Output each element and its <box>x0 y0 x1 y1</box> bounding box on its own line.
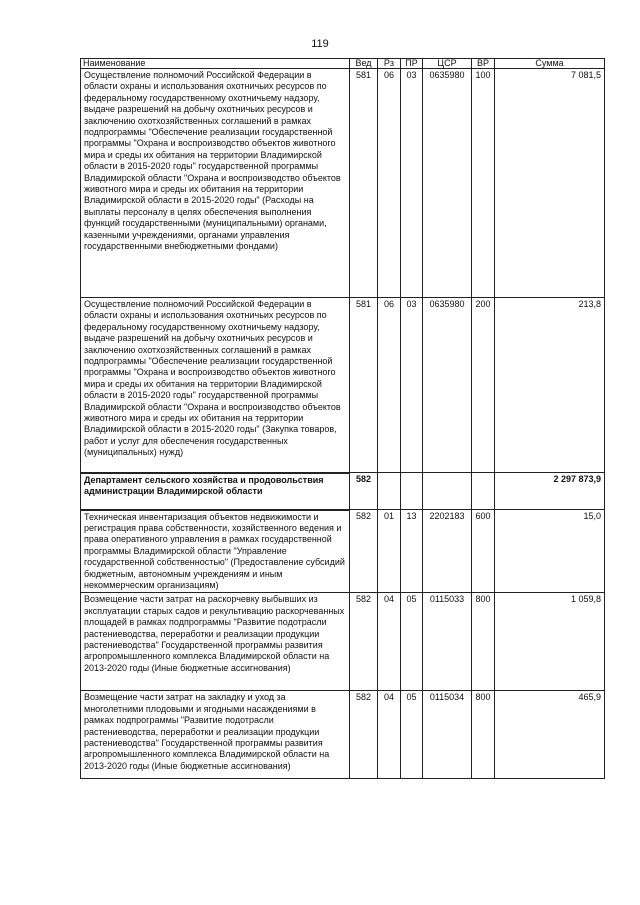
row-name: Возмещение части затрат на закладку и уход за многолетними плодовыми и ягодными насаждениями в рамках подпрограммы "Развитие подотрасли растениеводства, переработки и реализации продукции растениеводства" Государственной программы развития агропромышленного комплекса Владимирской области на 2013-2020 годы (Иные бюджетные ассигнования) <box>81 691 350 779</box>
row-pr: 05 <box>401 593 423 691</box>
row-pr: 03 <box>401 298 423 473</box>
row-vr <box>472 473 495 510</box>
row-vr: 800 <box>472 593 495 691</box>
row-name: Техническая инвентаризация объектов недвижимости и регистрация права собственности, хозяйственного ведения и права оперативного управления в рамках государственной программы Владимирской области "Управление государственной собственностью" (Предоставление субсидий бюджетным, автономным учреждениям и иным некоммерческим организациям) <box>81 510 350 593</box>
table-row <box>81 593 605 691</box>
header-csr: ЦСР <box>423 59 472 69</box>
table-row <box>81 691 605 779</box>
row-vr: 200 <box>472 298 495 473</box>
table-row <box>81 298 605 473</box>
row-sum: 15,0 <box>495 510 605 593</box>
row-pr <box>401 473 423 510</box>
row-vr: 100 <box>472 69 495 298</box>
row-sum: 213,8 <box>495 298 605 473</box>
page-number: 119 <box>311 38 329 50</box>
row-pr: 03 <box>401 69 423 298</box>
row-csr: 0115034 <box>423 691 472 779</box>
header-rz: Рз <box>378 59 401 69</box>
row-ved: 581 <box>350 69 378 298</box>
row-rz: 04 <box>378 593 401 691</box>
row-csr: 0115033 <box>423 593 472 691</box>
header-vr: ВР <box>472 59 495 69</box>
row-rz: 06 <box>378 69 401 298</box>
table-header-row <box>81 59 605 69</box>
row-name: Возмещение части затрат на раскорчевку выбывших из эксплуатации старых садов и рекультивацию раскорчеванных площадей в рамках подпрограммы "Развитие подотрасли растениеводства, переработки и реализации продукции растениеводства" Государственной программы развития агропромышленного комплекса Владимирской области на 2013-2020 годы (Иные бюджетные ассигнования) <box>81 593 350 691</box>
row-ved: 582 <box>350 691 378 779</box>
row-rz: 04 <box>378 691 401 779</box>
row-name: Осуществление полномочий Российской Федерации в области охраны и использования охотничьих ресурсов по федеральному государственному охотничьему надзору, выдаче разрешений на добычу охотничьих ресурсов и заключению охотхозяйственных соглашений в рамках подпрограммы "Обеспечение реализации государственной программы "Охрана и воспроизводство объектов животного мира и среды их обитания на территории Владимирской области в 2015-2020 годы" государственной программы Владимирской области "Охрана и воспроизводство объектов животного мира и среды их обитания на территории Владимирской области в 2015-2020 годы" (Закупка товаров, работ и услуг для обеспечения государственных (муниципальных) нужд) <box>81 298 350 473</box>
row-csr: 0635980 <box>423 298 472 473</box>
row-ved: 582 <box>350 510 378 593</box>
row-csr: 0635980 <box>423 69 472 298</box>
row-name: Осуществление полномочий Российской Федерации в области охраны и использования охотничьих ресурсов по федеральному государственному охотничьему надзору, выдаче разрешений на добычу охотничьих ресурсов и заключению охотхозяйственных соглашений в рамках подпрограммы "Обеспечение реализации государственной программы "Охрана и воспроизводство объектов животного мира и среды их обитания на территории Владимирской области в 2015-2020 годы" государственной программы Владимирской области "Охрана и воспроизводство объектов животного мира и среды их обитания на территории Владимирской области в 2015-2020 годы" (Расходы на выплаты персоналу в целях обеспечения выполнения функций государственными (муниципальными) органами, казенными учреждениями, органами управления государственными внебюджетными фондами) <box>81 69 350 298</box>
row-ved: 581 <box>350 298 378 473</box>
row-rz: 06 <box>378 298 401 473</box>
row-csr: 2202183 <box>423 510 472 593</box>
row-pr: 05 <box>401 691 423 779</box>
table-row <box>81 510 605 593</box>
row-vr: 600 <box>472 510 495 593</box>
row-sum: 2 297 873,9 <box>495 473 605 510</box>
row-sum: 1 059,8 <box>495 593 605 691</box>
row-ved: 582 <box>350 593 378 691</box>
table-row-department <box>81 473 605 510</box>
budget-table <box>80 58 605 779</box>
row-ved: 582 <box>350 473 378 510</box>
header-name: Наименование <box>81 59 350 69</box>
table-row <box>81 69 605 298</box>
row-name: Департамент сельского хозяйства и продовольствия администрации Владимирской области <box>81 473 350 510</box>
row-rz <box>378 473 401 510</box>
row-vr: 800 <box>472 691 495 779</box>
row-sum: 465,9 <box>495 691 605 779</box>
row-csr <box>423 473 472 510</box>
row-pr: 13 <box>401 510 423 593</box>
header-pr: ПР <box>401 59 423 69</box>
header-ved: Вед <box>350 59 378 69</box>
row-rz: 01 <box>378 510 401 593</box>
row-sum: 7 081,5 <box>495 69 605 298</box>
header-sum: Сумма <box>495 59 605 69</box>
